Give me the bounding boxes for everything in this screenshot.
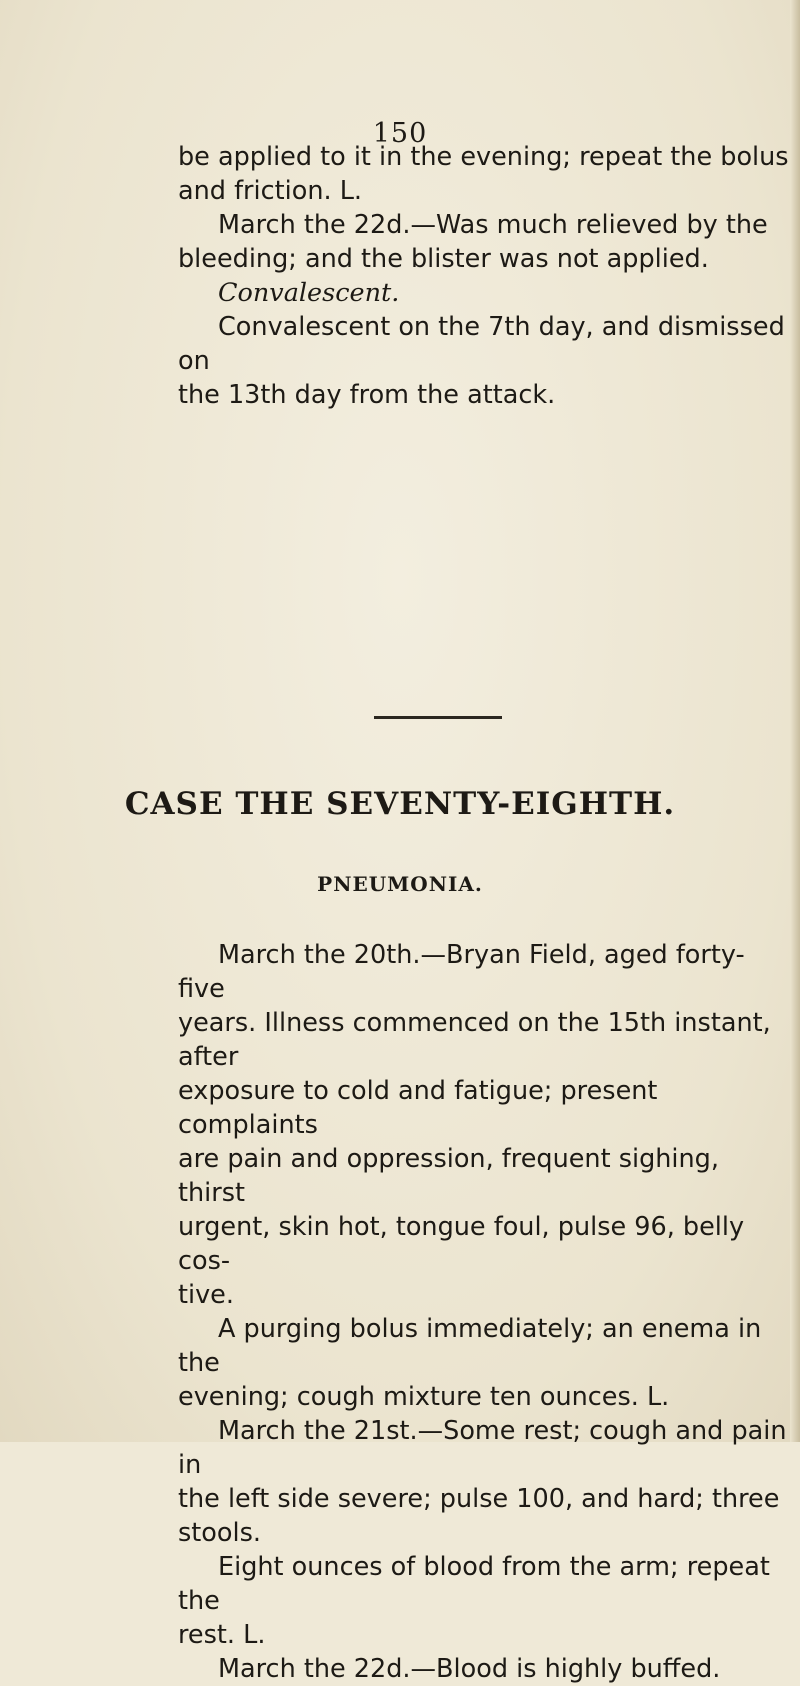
text-line: stools. [178, 1518, 261, 1548]
text-line: March the 22d.—Blood is highly buffed. [218, 1654, 721, 1684]
text-line: the 13th day from the attack. [178, 380, 556, 410]
text-line: rest. L. [178, 1620, 266, 1650]
page-edge-shadow [790, 0, 800, 1442]
text-line: bleeding; and the blister was not applied. [178, 244, 709, 274]
section-divider [374, 716, 502, 719]
text-line: years. Illness commenced on the 15th instant, after [178, 1008, 771, 1072]
case-body-block [178, 938, 790, 1686]
text-line: be applied to it in the evening; repeat the bolus [178, 142, 789, 172]
text-line: March the 20th.—Bryan Field, aged forty-five [178, 940, 745, 1004]
text-line: Eight ounces of blood from the arm; repeat the [178, 1552, 770, 1616]
text-line: are pain and oppression, frequent sighing, thirst [178, 1144, 719, 1208]
text-line-italic: Convalescent. [218, 278, 400, 308]
case-title: CASE THE SEVENTY-EIGHTH. [124, 786, 676, 822]
text-line: March the 21st.—Some rest; cough and pain in [178, 1416, 787, 1480]
text-line: the left side severe; pulse 100, and hard; three [178, 1484, 780, 1514]
text-line: and friction. L. [178, 176, 363, 206]
text-line: tive. [178, 1280, 234, 1310]
case-subtitle: PNEUMONIA. [317, 872, 483, 896]
page-number: 150 [372, 118, 428, 149]
top-text-block [178, 140, 790, 412]
text-line: urgent, skin hot, tongue foul, pulse 96, belly cos- [178, 1212, 745, 1276]
text-line: Convalescent on the 7th day, and dismissed on [178, 312, 785, 376]
text-line: March the 22d.—Was much relieved by the [218, 210, 768, 240]
text-line: A purging bolus immediately; an enema in the [178, 1314, 762, 1378]
text-line: evening; cough mixture ten ounces. L. [178, 1382, 670, 1412]
text-line: exposure to cold and fatigue; present complaints [178, 1076, 658, 1140]
